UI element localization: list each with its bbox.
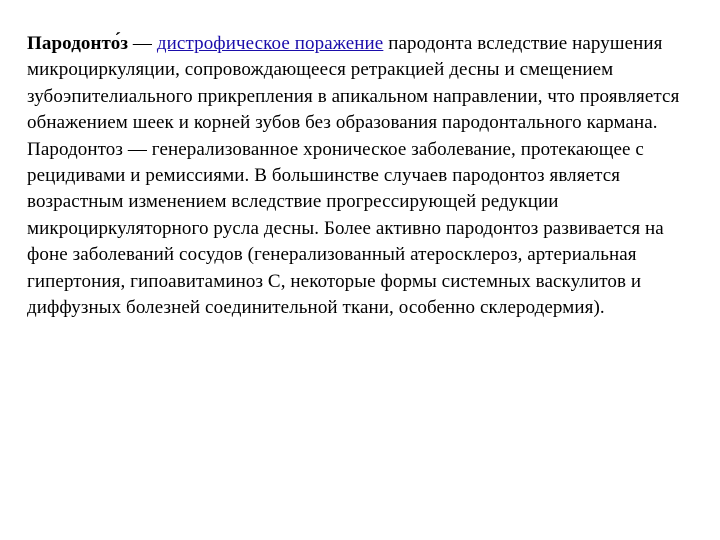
- em-dash: —: [128, 33, 157, 54]
- term-title: Пародонто́з: [27, 33, 129, 54]
- description-paragraph: Пародонтоз — генерализованное хроническое заболевание, протекающее с рецидивами и ремиссиями. В большинстве случаев пародонтоз является возрастным изменением вследствие прогрессирующей редукции микроциркуляторного русла десны. Более активно пародонтоз развивается на фоне заболеваний сосудов (генерализованный атеросклероз, артериальная гипертония, гипоавитаминоз С, некоторые формы системных васкулитов и диффузных болезней соединительной ткани, особенно склеродермия).: [27, 138, 664, 319]
- slide-text-body: [27, 31, 707, 321]
- definition-paragraph: [27, 31, 707, 137]
- definition-link[interactable]: дистрофическое поражение: [156, 33, 384, 54]
- definition-text: пародонта вследствие нарушения микроциркуляции, сопровождающееся ретракцией десны и смещением зубоэпителиального прикрепления в апикальном направлении, что проявляется обнажением шеек и корней зубов без образования пародонтального кармана.: [27, 33, 680, 134]
